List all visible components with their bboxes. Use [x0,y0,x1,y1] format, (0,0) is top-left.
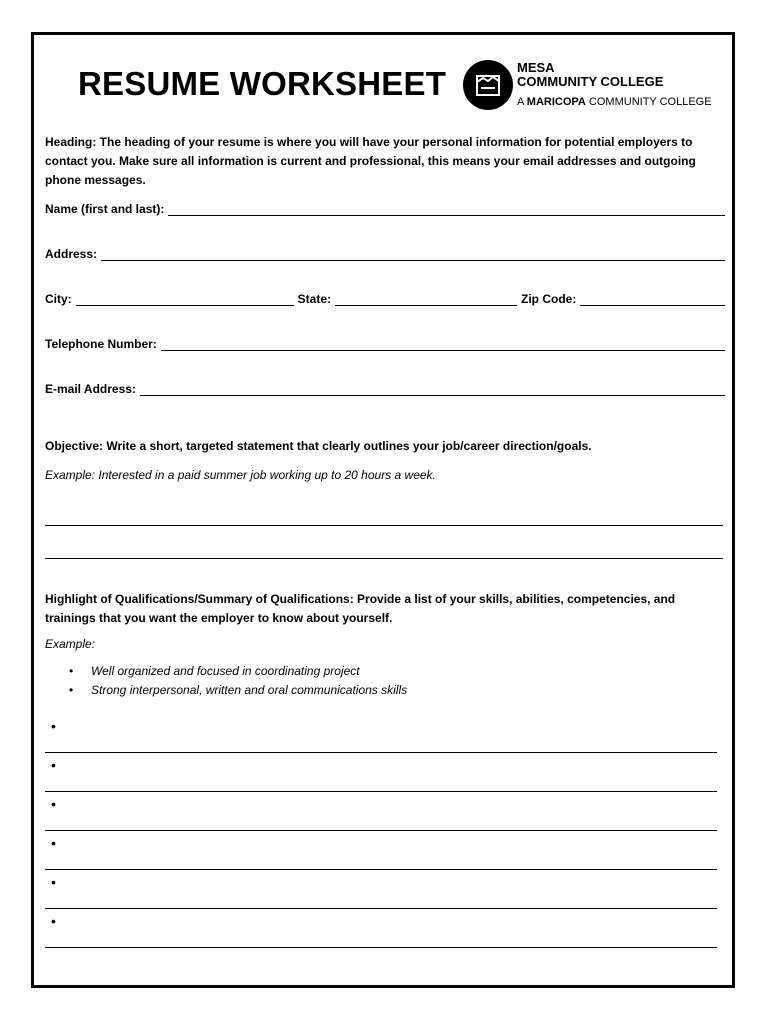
blank-bullet-marker: • [51,757,56,773]
example-bullet: • Strong interpersonal, written and oral communications skills [69,681,407,700]
logo-tagline-prefix: A [517,96,527,108]
logo-tagline-suffix: COMMUNITY COLLEGE [585,96,712,108]
logo-name-line2: COMMUNITY COLLEGE [517,74,664,89]
telephone-field[interactable] [45,337,725,351]
heading-instructions: Heading: The heading of your resume is where you will have your personal information for potential employers to contact you. Make sure all information is current and professional, this means your email addresses and outgoing phone messages. [45,135,696,187]
state-line[interactable] [335,294,517,306]
qualification-line-3[interactable] [45,830,717,831]
blank-bullet-marker: • [51,718,56,734]
telephone-label: Telephone Number: [45,337,157,351]
logo-tagline [517,96,712,108]
zip-label: Zip Code: [521,292,577,306]
state-label: State: [297,292,332,306]
city-label: City: [45,292,72,306]
qualification-line-4[interactable] [45,869,717,870]
address-field[interactable] [45,247,725,261]
city-line[interactable] [76,294,294,306]
blank-bullet-marker: • [51,913,56,929]
blank-bullet-marker: • [51,796,56,812]
address-label: Address: [45,247,98,261]
objective-line-1[interactable] [45,525,723,526]
blank-bullet-marker: • [51,835,56,851]
address-line[interactable] [101,249,725,261]
name-field[interactable] [45,202,725,216]
worksheet-page [31,32,735,988]
page-title: RESUME WORKSHEET [78,65,447,102]
qualification-line-2[interactable] [45,791,717,792]
name-label: Name (first and last): [45,202,165,216]
logo-name-line1: MESA [517,60,555,75]
objective-example: Example: Interested in a paid summer job working up to 20 hours a week. [45,468,436,482]
blank-bullet-marker: • [51,874,56,890]
email-field[interactable] [45,382,725,396]
email-label: E-mail Address: [45,382,136,396]
city-state-zip-row [45,292,725,306]
qualification-line-1[interactable] [45,752,717,753]
qualifications-example-label: Example: [45,637,96,651]
college-logo-icon [463,60,513,110]
qualifications-instructions: Highlight of Qualifications/Summary of Qualifications: Provide a list of your skills, abilities, competencies, and trainings that you want the employer to know about yourself. [45,592,676,625]
example-bullet: • Well organized and focused in coordinating project [69,662,407,681]
objective-instructions: Objective: Write a short, targeted statement that clearly outlines your job/career direction/goals. [45,439,592,453]
qualification-line-5[interactable] [45,908,717,909]
objective-line-2[interactable] [45,558,723,559]
email-line[interactable] [140,384,725,396]
zip-line[interactable] [580,294,725,306]
name-line[interactable] [168,204,725,216]
qualification-line-6[interactable] [45,947,717,948]
qualifications-example-list [69,662,407,700]
logo-tagline-bold: MARICOPA [526,96,586,108]
telephone-line[interactable] [161,339,725,351]
